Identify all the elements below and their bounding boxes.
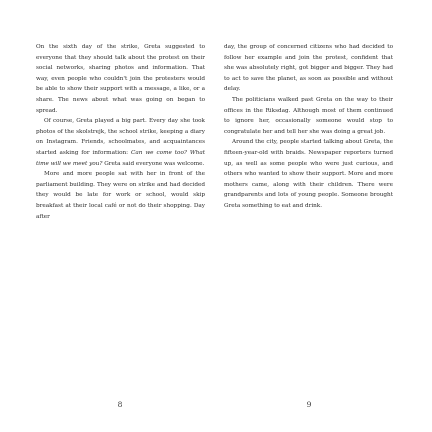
left-paragraph-2-tail: Greta said everyone was welcome. — [102, 160, 205, 167]
right-paragraph-1: day, the group of concerned citizens who had decided to follow her example and join the protest, confident that she was absolutely right, got bigger and bigger. They had to act to save the planet, as soon as possible and without delay. — [224, 44, 393, 93]
left-paragraph-2-text: Of course, Greta played a big part. Every day she took photos of the skolstrejk, the school strike, keeping a diary on Instagram. Friends, schoolmates, and acquaintances started asking for information: — [36, 118, 205, 156]
right-paragraph-3: Around the city, people started talking about Greta, the fifteen-year-old with braids. Newspaper reporters turned up, as well as some people who were just curious, and others who wanted to show their support. More and more mothers came, along with their children. There were grandparents and lots of young people. Someone brought Greta something to eat and drink. — [224, 139, 393, 209]
left-paragraph-3: More and more people sat with her in front of the parliament building. They were on strike and had decided they would be late for work or school, would skip breakfast at their local café or not do their shopping. Day after — [36, 171, 205, 220]
page-number-left: 8 — [117, 400, 123, 409]
left-page — [36, 42, 205, 222]
left-paragraph-1: On the sixth day of the strike, Greta suggested to everyone that they should talk about the protest on their social networks, sharing photos and information. That way, even people who couldn't join the protesters would be able to show their support with a message, a like, or a share. The news about what was going on began to spread. — [36, 44, 205, 114]
left-paragraph-2-quote: Can we come too? What time will we meet you? — [36, 149, 206, 167]
page-number-right: 9 — [306, 400, 312, 409]
right-page — [224, 42, 393, 212]
right-paragraph-2: The politicians walked past Greta on the way to their offices in the Riksdag. Although most of them continued to ignore her, occasionally someone would stop to congratulate her and tell her she was doing a great job. — [224, 96, 393, 135]
left-paragraph-2 — [36, 116, 205, 169]
